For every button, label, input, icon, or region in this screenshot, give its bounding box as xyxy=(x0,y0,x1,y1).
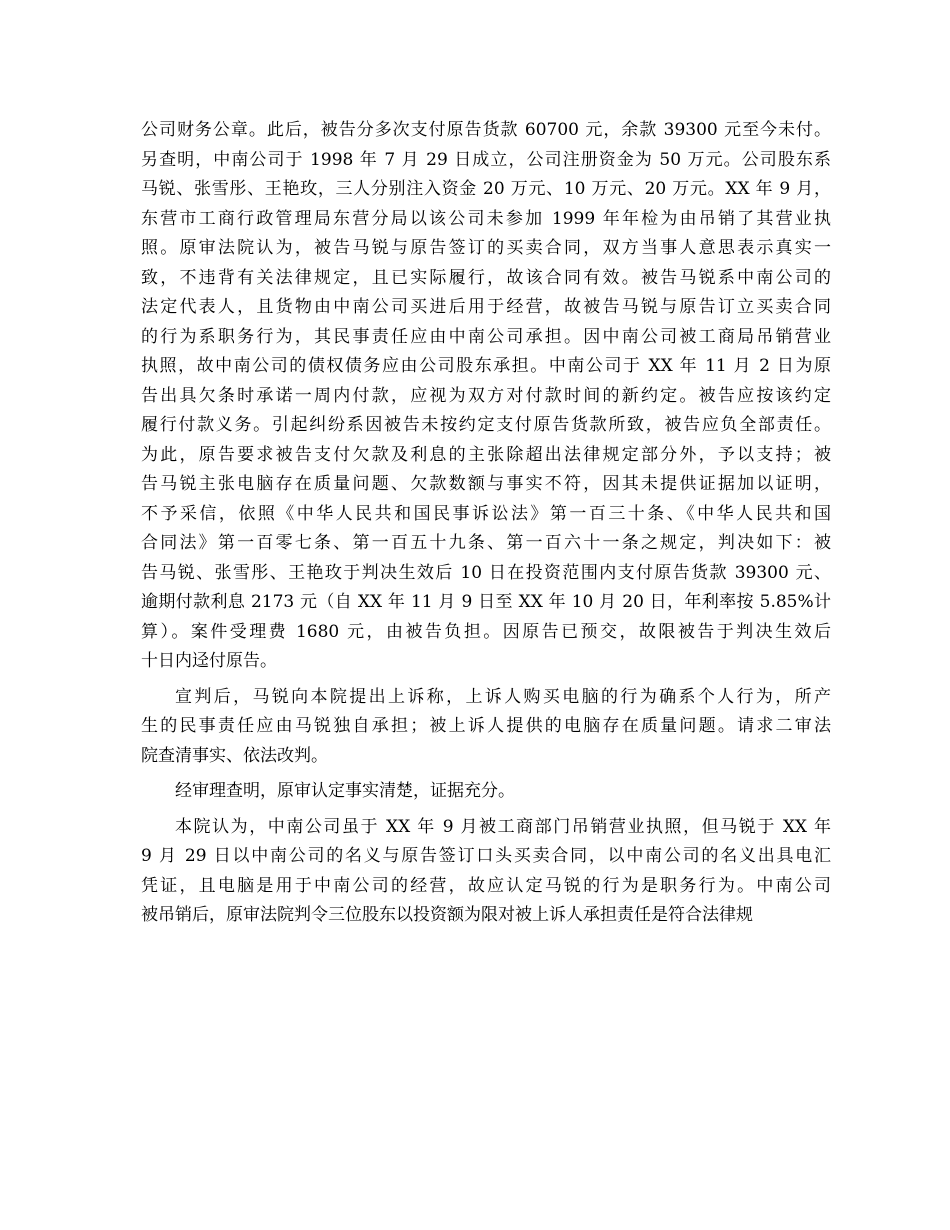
text-line: 马锐、张雪彤、王艳玫，三人分别注入资金 20 万元、10 万元、20 万元。XX 年 9 月， xyxy=(141,179,831,199)
paragraph-2 xyxy=(141,683,831,772)
text-line: 9 月 29 日以中南公司的名义与原告签订口头买卖合同，以中南公司的名义出具电汇 xyxy=(141,846,831,866)
text-line: 为此，原告要求被告支付欠款及利息的主张除超出法律规定部分外，予以支持；被 xyxy=(141,444,831,465)
text-line: 十日内迳付原告。 xyxy=(141,651,277,671)
text-line: 照。原审法院认为，被告马锐与原告签订的买卖合同，双方当事人意思表示真实一 xyxy=(141,238,831,258)
paragraph-4 xyxy=(141,813,831,931)
text-line: 另查明，中南公司于 1998 年 7 月 29 日成立，公司注册资金为 50 万元。公司股东系 xyxy=(141,149,831,170)
text-line: 告马锐、张雪彤、王艳玫于判决生效后 10 日在投资范围内支付原告货款 39300 元、 xyxy=(141,562,831,583)
text-line: 执照，故中南公司的债权债务应由公司股东承担。中南公司于 XX 年 11 月 2 日为原 xyxy=(141,356,831,376)
paragraph-3 xyxy=(141,777,831,807)
text-line: 致，不违背有关法律规定，且已实际履行，故该合同有效。被告马锐系中南公司的 xyxy=(141,267,831,288)
text-line: 逾期付款利息 2173 元（自 XX 年 11 月 9 日至 XX 年 10 月 20 日，年利率按 5.85%计 xyxy=(141,592,831,612)
text-line: 告出具欠条时承诺一周内付款，应视为双方对付款时间的新约定。被告应按该约定 xyxy=(141,385,831,406)
text-line: 宣判后，马锐向本院提出上诉称，上诉人购买电脑的行为确系个人行为，所产 xyxy=(175,686,831,707)
text-line: 算）。案件受理费 1680 元，由被告负担。因原告已预交，故限被告于判决生效后 xyxy=(141,621,831,642)
text-line: 告马锐主张电脑存在质量问题、欠款数额与事实不符，因其未提供证据加以证明， xyxy=(141,474,831,494)
paragraph-1 xyxy=(141,116,831,677)
text-line: 本院认为，中南公司虽于 XX 年 9 月被工商部门吊销营业执照，但马锐于 XX 年 xyxy=(175,816,831,837)
document-body xyxy=(141,116,831,937)
text-line: 不予采信，依照《中华人民共和国民事诉讼法》第一百三十条、《中华人民共和国 xyxy=(141,503,831,524)
text-line: 履行付款义务。引起纠纷系因被告未按约定支付原告货款所致，被告应负全部责任。 xyxy=(141,415,831,435)
text-line: 生的民事责任应由马锐独自承担；被上诉人提供的电脑存在质量问题。请求二审法 xyxy=(141,716,831,736)
text-line: 的行为系职务行为，其民事责任应由中南公司承担。因中南公司被工商局吊销营业 xyxy=(141,326,831,347)
text-line: 凭证，且电脑是用于中南公司的经营，故应认定马锐的行为是职务行为。中南公司 xyxy=(141,875,831,896)
text-line: 法定代表人，且货物由中南公司买进后用于经营，故被告马锐与原告订立买卖合同 xyxy=(141,297,831,317)
text-line: 经审理查明，原审认定事实清楚，证据充分。 xyxy=(175,781,515,801)
text-line: 东营市工商行政管理局东营分局以该公司未参加 1999 年年检为由吊销了其营业执 xyxy=(141,208,831,229)
text-line: 被吊销后，原审法院判令三位股东以投资额为限对被上诉人承担责任是符合法律规 xyxy=(141,905,753,925)
text-line: 院查清事实、依法改判。 xyxy=(141,745,328,766)
text-line: 合同法》第一百零七条、第一百五十九条、第一百六十一条之规定，判决如下：被 xyxy=(141,533,831,553)
text-line: 公司财务公章。此后，被告分多次支付原告货款 60700 元，余款 39300 元至今未付。 xyxy=(141,120,831,140)
